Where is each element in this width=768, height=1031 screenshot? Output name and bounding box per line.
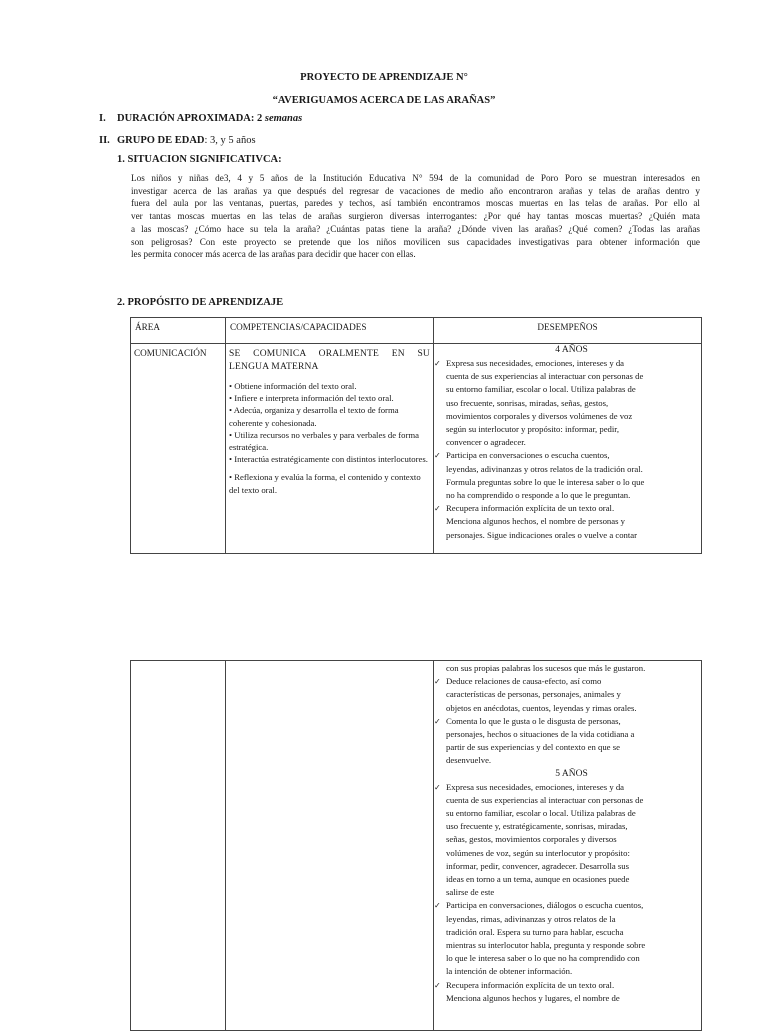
desempeno-line: Deduce relaciones de causa-efecto, así como [446, 676, 602, 687]
age-heading-4: 4 AÑOS [555, 345, 588, 355]
section-number: II. [99, 135, 110, 146]
desempeno-line: uso frecuente y, estratégicamente, sonrisas, miradas, [446, 821, 628, 832]
desempeno-item [434, 781, 697, 900]
desempeno-line: Menciona algunos hechos, el nombre de personas y [446, 516, 626, 527]
competencias-cell [226, 344, 434, 554]
desempeno-line: Recupera información explícita de un texto oral. [446, 979, 615, 990]
competencia-title: SE COMUNICA ORALMENTE EN SU LENGUA MATERNA [229, 349, 430, 372]
desempeno-line: Menciona algunos hechos y lugares, el nombre de [446, 992, 620, 1003]
section-number: I. [99, 113, 106, 124]
desempeno-line: tradición oral. Espera su turno para hablar, escucha [446, 926, 624, 937]
header-area: ÁREA [131, 318, 226, 344]
desempeno-line: su entorno familiar, escolar o local. Utiliza palabras de [446, 384, 636, 395]
continued-line: con sus propias palabras los sucesos que más le gustaron. [446, 663, 646, 673]
desempeno-line: características de personas, personajes, animales y [446, 689, 621, 700]
proposito-heading: 2. PROPÓSITO DE APRENDIZAJE [117, 297, 284, 308]
desempeno-line: no ha comprendido o responde a lo que le preguntan. [446, 490, 631, 501]
desempeno-line: Recupera información explícita de un texto oral. [446, 503, 615, 514]
age-heading-5: 5 AÑOS [555, 768, 588, 779]
desempeno-line: Expresa sus necesidades, emociones, intereses y da [446, 358, 625, 368]
desempeno-line: Participa en conversaciones, diálogos o escucha cuentos, [446, 900, 644, 911]
grupo-value: : 3, y 5 años [204, 135, 256, 146]
document-title: PROYECTO DE APRENDIZAJE N° [300, 72, 468, 83]
grupo-label: GRUPO DE EDAD [117, 135, 205, 146]
competencias-cell-empty [226, 661, 434, 1031]
desempeno-line: leyendas, adivinanzas y otros relatos de la tradición oral. [446, 463, 643, 474]
desempenos-cell [434, 661, 702, 1031]
capacidad-item: • Interactúa estratégicamente con distintos interlocutores. [229, 454, 428, 465]
capacidad-item: • Obtiene información del texto oral. [229, 381, 357, 391]
table-header-row [131, 318, 702, 344]
desempenos-page1 [434, 344, 701, 553]
document-subtitle: “AVERIGUAMOS ACERCA DE LAS ARAÑAS” [272, 95, 496, 106]
paragraph-line: ver tantas moscas muertas en las telas de arañas surgieron diversas interrogantes: ¿Por qué hay tantas moscas muertas? ¿Quién mata [131, 211, 700, 222]
desempeno-item [434, 715, 697, 768]
section-grupo-edad [99, 135, 256, 146]
desempeno-line: mientras su interlocutor habla, pregunta y responde sobre [446, 940, 646, 951]
desempeno-line: personajes, hechos o situaciones de la vida cotidiana a [446, 729, 635, 740]
capacidades-list [226, 374, 433, 496]
desempeno-line: cuenta de sus experiencias al interactuar con personas de [446, 794, 644, 805]
desempeno-line: cuenta de sus experiencias al interactuar con personas de [446, 371, 644, 382]
desempeno-line: uso frecuente, sonrisas, miradas, señas, gestos, [446, 397, 609, 408]
table-row [131, 344, 702, 554]
desempeno-line: desenvuelve. [446, 755, 492, 766]
paragraph-line: a las moscas? ¿Cómo hace su tela la araña? ¿Cuántas patas tiene la araña? ¿Dónde viven las arañas? ¿Qué comen? ¿Todas las arañas [131, 223, 700, 234]
capacidad-item: • Reflexiona y evalúa la forma, el contenido y contexto del texto oral. [229, 472, 421, 495]
paragraph-line: Los niños y niñas de3, 4 y 5 años de la Institución Educativa N° 594 de la comunidad de Poro Poro se muestran interesados en [131, 173, 700, 183]
desempeno-line: partir de sus experiencias y del contexto en que se [446, 742, 620, 753]
desempeno-line: objetos en anécdotas, cuentos, leyendas y rimas orales. [446, 702, 637, 713]
desempeno-line: informar, pedir, convencer, agradecer. Desarrolla sus [446, 860, 629, 871]
desempenos-list [434, 357, 697, 542]
desempeno-line: salirse de este [446, 887, 495, 898]
checkmark-icon: ✓ [434, 504, 441, 514]
desempeno-line: ideas en torno a un tema, aunque en ocasiones puede [446, 874, 630, 885]
checkmark-icon: ✓ [434, 980, 441, 990]
desempenos-cell [434, 344, 702, 554]
desempeno-item [434, 357, 697, 449]
desempeno-line: su entorno familiar, escolar o local. Utiliza palabras de [446, 808, 636, 819]
desempeno-line: convencer o agradecer. [446, 437, 526, 448]
desempeno-line: señas, gestos, movimientos corporales y diversos [446, 834, 617, 845]
desempeno-line: leyendas, rimas, adivinanzas y otros relatos de la [446, 913, 616, 924]
proposito-table [130, 317, 702, 554]
desempeno-item [434, 979, 697, 1005]
checkmark-icon: ✓ [434, 677, 441, 687]
desempeno-line: movimientos corporales y diversos volúmenes de voz [446, 410, 633, 421]
area-cell-empty [131, 661, 226, 1031]
paragraph-line: son peligrosas? Con este proyecto se pretende que los niños movilicen sus capacidades investigativas para obtener información que [131, 236, 700, 247]
desempeno-line: según su interlocutor y propósito: informar, pedir, [446, 424, 620, 435]
paragraph-line: investigar acerca de las arañas ya que después del regresar de vacaciones de medio año encontraron arañas y telas de arañas dentro y [131, 185, 700, 196]
checkmark-icon: ✓ [434, 782, 441, 792]
header-competencias: COMPETENCIAS/CAPACIDADES [226, 318, 434, 344]
table-row [131, 661, 702, 1031]
desempeno-item [434, 899, 697, 978]
checkmark-icon: ✓ [434, 451, 441, 461]
desempenos-list [434, 781, 697, 1005]
desempeno-item [434, 449, 697, 502]
desempeno-line: personajes. Sigue indicaciones orales o vuelve a contar [446, 529, 638, 540]
capacidad-item: • Utiliza recursos no verbales y para verbales de forma estratégica. [229, 429, 419, 453]
desempeno-line: Formula preguntas sobre lo que le interesa saber o lo que [446, 476, 645, 487]
duracion-label: DURACIÓN APROXIMADA: 2 [117, 113, 265, 124]
capacidad-item: • Infiere e interpreta información del texto oral. [229, 393, 394, 404]
paragraph-line: fuera del aula por las ventanas, puertas, paredes y techos, así también encontramos moscas muertas en las telas de arañas. Por ello al [131, 198, 700, 209]
desempeno-line: lo que le interesa saber o lo que no ha comprendido con [446, 953, 640, 964]
desempenos-page2 [434, 661, 701, 1027]
section-duracion [99, 113, 302, 124]
capacidad-item: • Adecúa, organiza y desarrolla el texto de forma coherente y cohesionada. [229, 405, 399, 428]
desempeno-line: Expresa sus necesidades, emociones, intereses y da [446, 781, 625, 792]
desempeno-item [434, 502, 697, 542]
desempeno-line: volúmenes de voz, según su interlocutor y propósito: [446, 847, 630, 858]
desempeno-line: la intención de obtener información. [446, 966, 573, 977]
desempeno-item [434, 675, 697, 715]
desempenos-list [434, 675, 697, 767]
situacion-paragraph [131, 172, 700, 261]
checkmark-icon: ✓ [434, 901, 441, 911]
duracion-value: semanas [264, 113, 303, 124]
header-desempenos: DESEMPEÑOS [434, 318, 702, 344]
paragraph-line: les permita conocer más acerca de las arañas para decidir que hacer con ellas. [131, 249, 416, 260]
desempeno-line: Comenta lo que le gusta o le disgusta de personas, [446, 715, 621, 726]
situacion-heading: 1. SITUACION SIGNIFICATIVCA: [117, 154, 282, 165]
desempeno-line: Participa en conversaciones o escucha cuentos, [446, 450, 610, 461]
checkmark-icon: ✓ [434, 359, 441, 368]
checkmark-icon: ✓ [434, 716, 441, 726]
proposito-table-continued [130, 660, 702, 1031]
area-cell: COMUNICACIÓN [131, 344, 226, 554]
